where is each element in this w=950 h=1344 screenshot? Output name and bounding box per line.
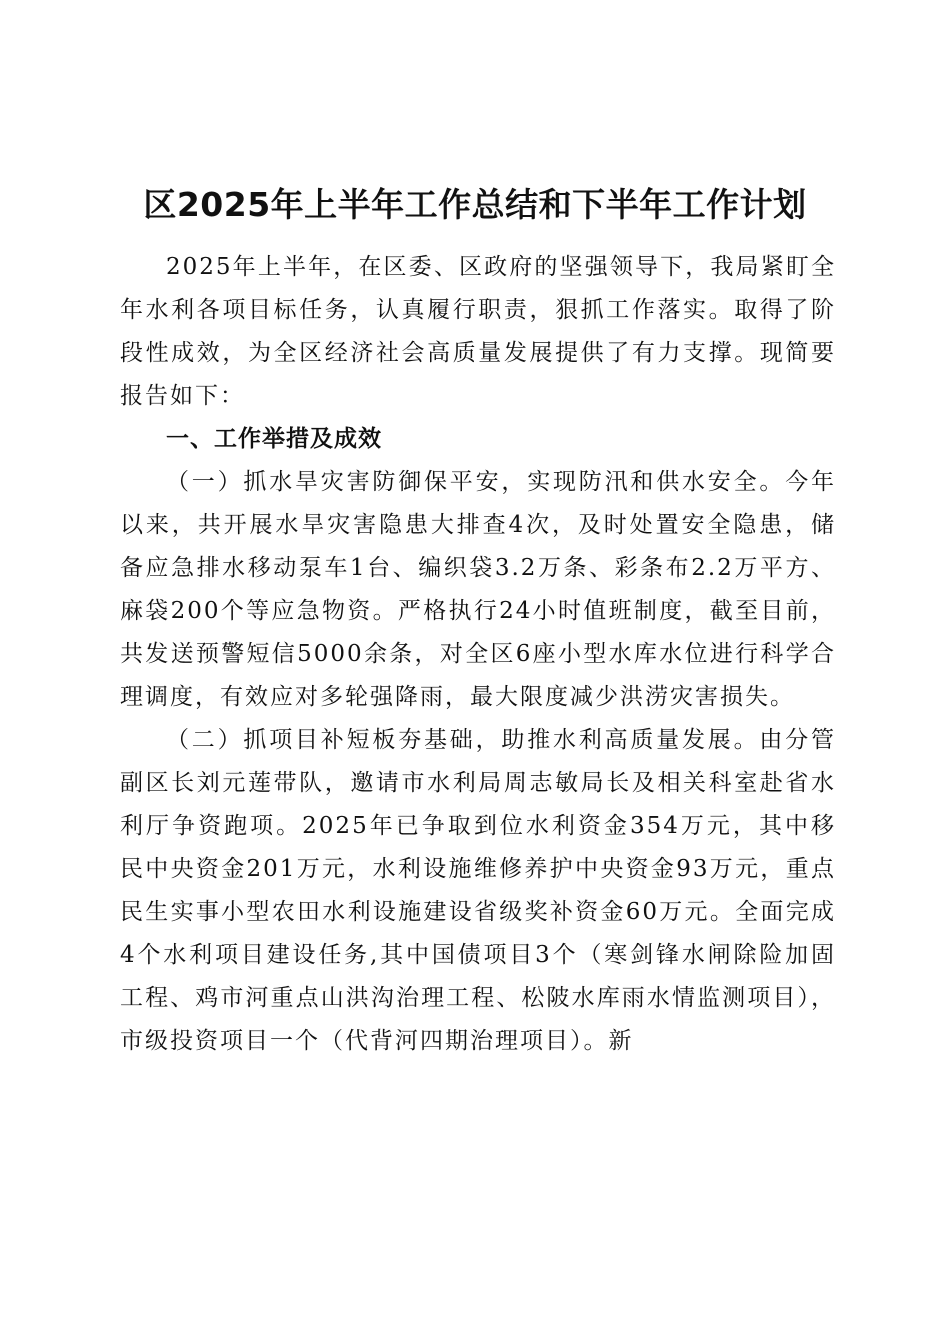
document-body bbox=[120, 246, 836, 1063]
item-text-2: 由分管副区长刘元莲带队，邀请市水利局周志敏局长及相关科室赴省水利厅争资跑项。2025年已争取到位水利资金354万元，其中移民中央资金201万元，水利设施维修养护中央资金93万元，重点民生实事小型农田水利设施建设省级奖补资金60万元。全面完成4个水利项目建设任务,其中国债项目3个（寒剑锋水闸除险加固工程、鸡市河重点山洪沟治理工程、松陂水库雨水情监测项目），市级投资项目一个（代背河四期治理项目）。新 bbox=[120, 727, 837, 1054]
item-text-1: 今年以来，共开展水旱灾害隐患大排查4次，及时处置安全隐患，储备应急排水移动泵车1台、编织袋3.2万条、彩条布2.2万平方、麻袋200个等应急物资。严格执行24小时值班制度，截至目前，共发送预警短信5000余条，对全区6座小型水库水位进行科学合理调度，有效应对多轮强降雨，最大限度减少洪涝灾害损失。 bbox=[120, 469, 837, 710]
item-paragraph-2 bbox=[120, 719, 836, 1063]
document-title: 区2025年上半年工作总结和下半年工作计划 bbox=[143, 185, 807, 224]
item-paragraph-1 bbox=[120, 461, 836, 719]
intro-paragraph: 2025年上半年，在区委、区政府的坚强领导下，我局紧盯全年水利各项目标任务，认真履行职责，狠抓工作落实。取得了阶段性成效，为全区经济社会高质量发展提供了有力支撑。现简要报告如下： bbox=[120, 254, 836, 409]
item-lead-1: （一）抓水旱灾害防御保平安，实现防汛和供水安全。 bbox=[166, 469, 786, 495]
section-heading: 一、工作举措及成效 bbox=[166, 426, 382, 452]
item-lead-2: （二）抓项目补短板夯基础，助推水利高质量发展。 bbox=[166, 727, 760, 753]
